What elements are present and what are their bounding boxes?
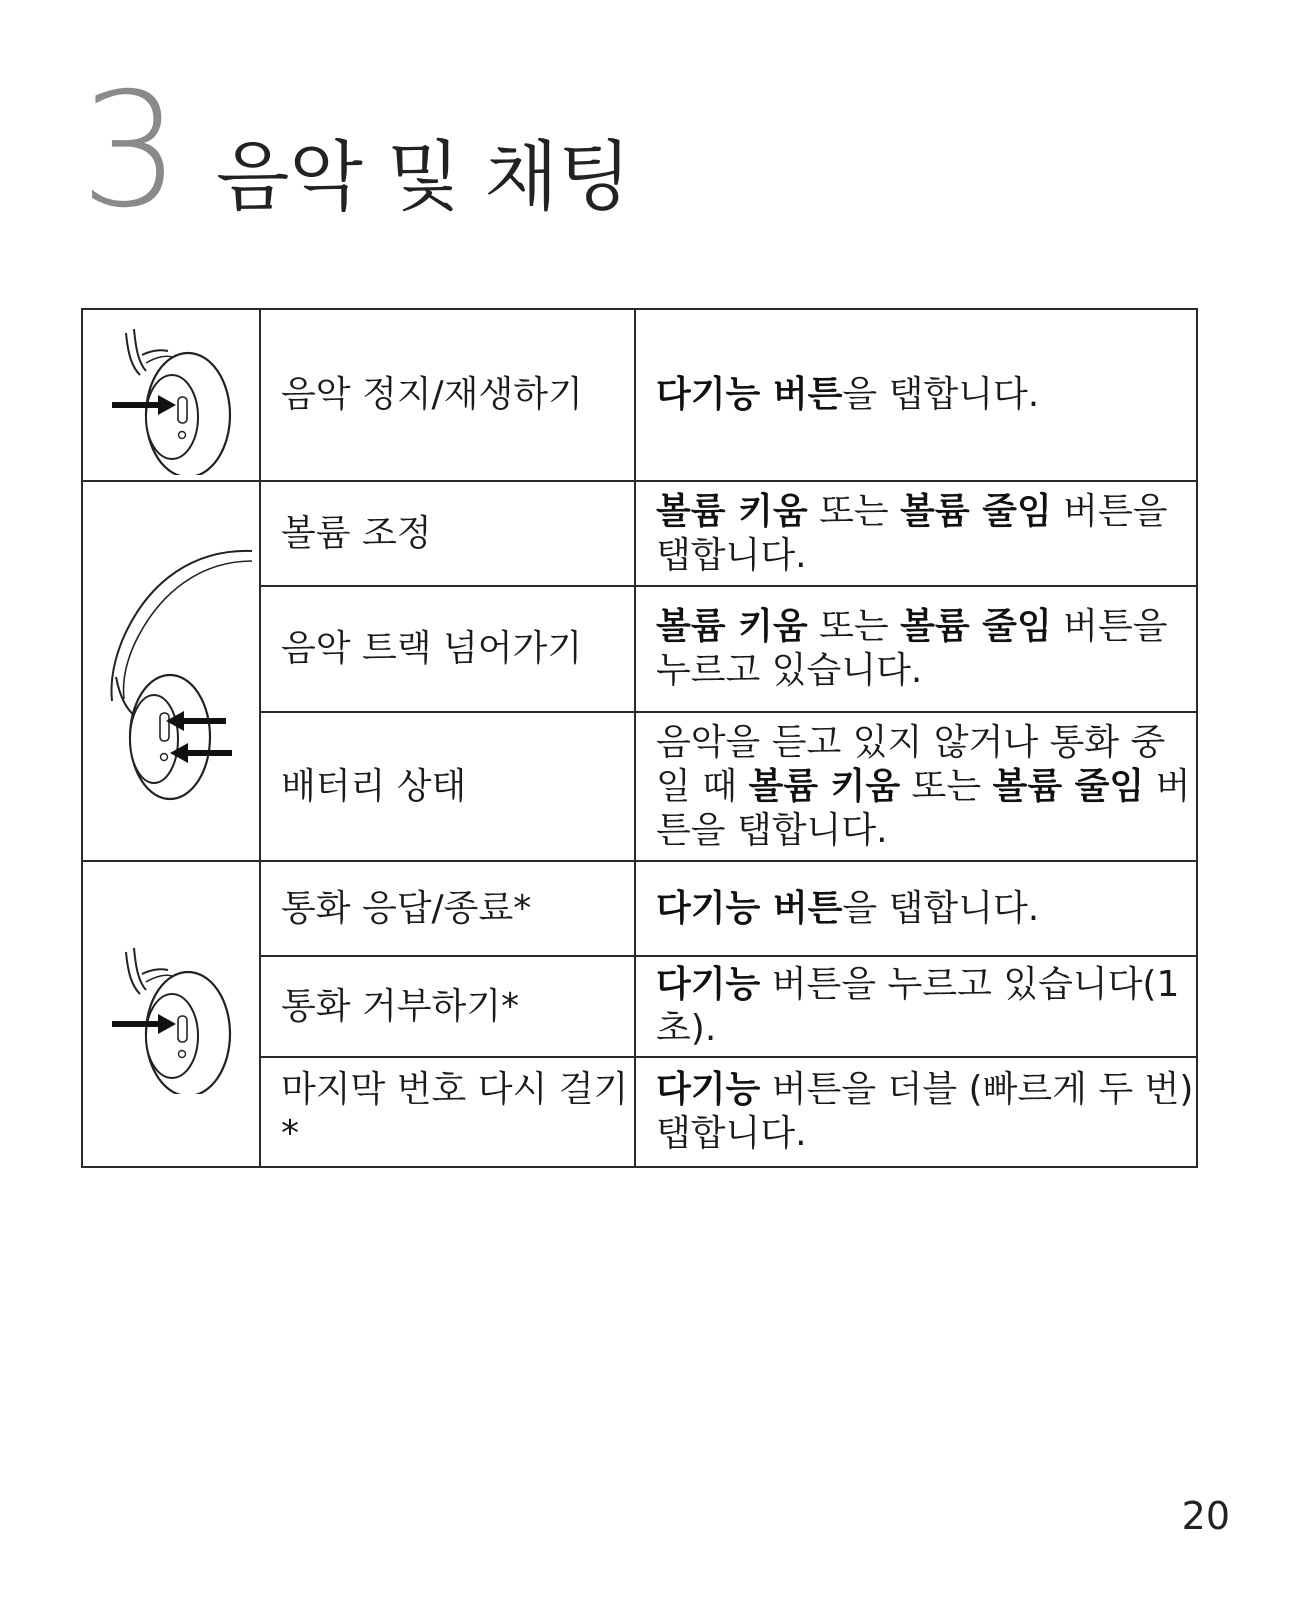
function-cell: 음악 정지/재생하기 [260, 309, 635, 481]
action-cell [635, 481, 1197, 586]
page-number: 20 [1181, 1494, 1230, 1538]
illustration-cell [82, 861, 260, 1167]
headset-multifunction-button-icon [106, 934, 236, 1094]
function-cell: 통화 응답/종료* [260, 861, 635, 956]
action-text: 을 탭합니다. [842, 374, 1040, 415]
action-button-name: 볼륨 줄임 [900, 490, 1052, 532]
function-cell: 마지막 번호 다시 걸기* [260, 1057, 635, 1167]
action-button-name: 다기능 버튼 [656, 374, 843, 415]
headset-volume-buttons-icon [86, 521, 256, 821]
action-text: 버튼을 누르고 있습니다. [656, 606, 1168, 691]
action-button-name: 볼륨 키움 [656, 490, 808, 532]
action-cell [635, 861, 1197, 956]
function-cell: 볼륨 조정 [260, 481, 635, 586]
chapter-number: 3 [80, 59, 179, 243]
action-button-name: 볼륨 줄임 [992, 765, 1145, 807]
action-button-name: 볼륨 키움 [748, 765, 901, 807]
function-cell: 통화 거부하기* [260, 956, 635, 1057]
action-text: 버튼을 더블 (빠르게 두 번) 탭합니다. [656, 1069, 1194, 1154]
table-row [82, 481, 1197, 586]
table-row [82, 861, 1197, 956]
action-cell [635, 956, 1197, 1057]
illustration-cell [82, 309, 260, 481]
action-text: 또는 [807, 490, 901, 532]
table-row [82, 309, 1197, 481]
function-cell: 배터리 상태 [260, 712, 635, 861]
action-text: 버튼을 탭합니다. [656, 765, 1191, 851]
action-cell [635, 586, 1197, 712]
controls-table [81, 308, 1198, 1168]
action-text: 음악을 듣고 있지 않거나 통화 중일 때 [656, 721, 1166, 807]
action-text: 또는 [900, 765, 993, 807]
function-cell: 음악 트랙 넘어가기 [260, 586, 635, 712]
action-cell [635, 712, 1197, 861]
action-button-name: 볼륨 줄임 [900, 606, 1052, 647]
action-text: 또는 [807, 606, 901, 647]
action-text: 을 탭합니다. [842, 887, 1040, 929]
action-button-name: 볼륨 키움 [656, 606, 808, 647]
action-button-name: 다기능 버튼 [656, 887, 843, 929]
headset-multifunction-button-icon [106, 315, 236, 475]
action-button-name: 다기능 [656, 1069, 761, 1110]
action-cell [635, 309, 1197, 481]
illustration-cell [82, 481, 260, 861]
chapter-title: 음악 및 채팅 [216, 132, 632, 221]
action-text: 버튼을 탭합니다. [656, 490, 1168, 576]
action-text: 버튼을 누르고 있습니다(1초). [656, 963, 1180, 1049]
action-cell [635, 1057, 1197, 1167]
action-button-name: 다기능 [656, 963, 761, 1005]
